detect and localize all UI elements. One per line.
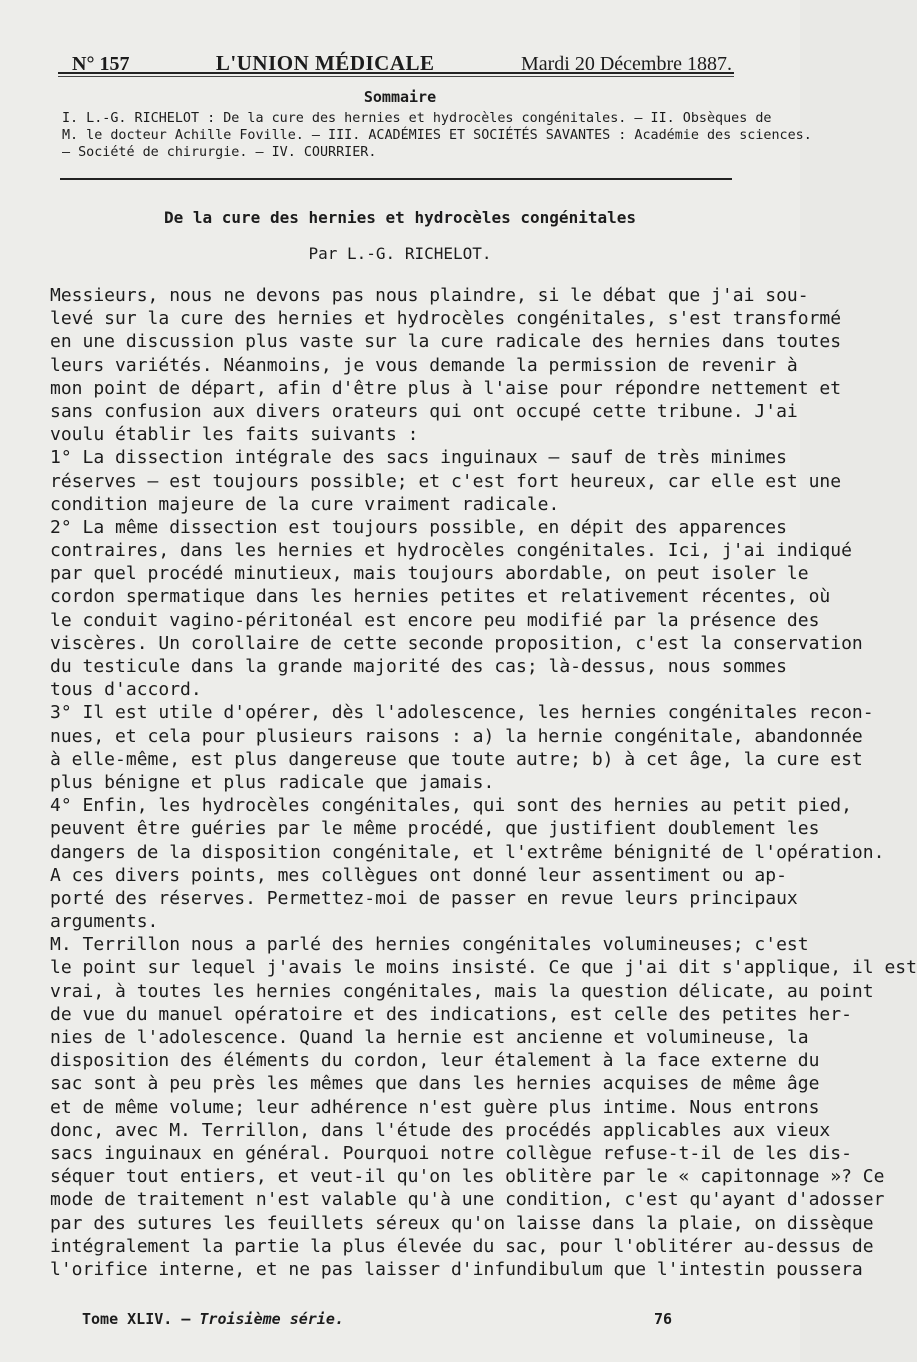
article-body (50, 284, 917, 1281)
body-line: et de même volume; leur adhérence n'est guère plus intime. Nous entrons (50, 1096, 820, 1118)
body-line: leurs variétés. Néanmoins, je vous demande la permission de revenir à (50, 354, 798, 376)
footer-tome (82, 1310, 344, 1328)
sommaire-line: — Société de chirurgie. — IV. COURRIER. (62, 145, 377, 160)
body-line: mon point de départ, afin d'être plus à l'aise pour répondre nettement et (50, 377, 842, 399)
body-line: M. Terrillon nous a parlé des hernies congénitales volumineuses; c'est (50, 934, 809, 956)
page-number: 76 (653, 1310, 672, 1328)
series-label: Troisième série. (199, 1310, 344, 1328)
page-header (72, 36, 732, 76)
body-line: sans confusion aux divers orateurs qui ont occupé cette tribune. J'ai (50, 400, 798, 422)
body-line: 3° Il est utile d'opérer, dès l'adolescence, les hernies congénitales recon- (50, 702, 874, 724)
body-line: le point sur lequel j'avais le moins insisté. Ce que j'ai dit s'applique, il est (50, 957, 917, 979)
body-line: dangers de la disposition congénitale, et l'extrême bénignité de l'opération. (50, 841, 885, 863)
body-line: nues, et cela pour plusieurs raisons : a) la hernie congénitale, abandonnée (50, 725, 863, 747)
body-line: 2° La même dissection est toujours possible, en dépit des apparences (50, 516, 787, 538)
sommaire-line: M. le docteur Achille Foville. — III. ACADÉMIES ET SOCIÉTÉS SAVANTES : Académie des sciences. (62, 128, 812, 143)
tome-label: Tome XLIV. — (82, 1310, 191, 1328)
issue-number: N° 157 (72, 53, 130, 75)
body-line: réserves — est toujours possible; et c'est fort heureux, car elle est une (50, 470, 842, 492)
body-line: 1° La dissection intégrale des sacs inguinaux — sauf de très minimes (50, 447, 787, 469)
body-line: tous d'accord. (50, 679, 202, 701)
body-line: peuvent être guéries par le même procédé, que justifient doublement les (50, 818, 820, 840)
body-line: cordon spermatique dans les hernies petites et relativement récentes, où (50, 586, 831, 608)
body-line: le conduit vagino-péritonéal est encore peu modifié par la présence des (50, 609, 820, 631)
body-line: sacs inguinaux en général. Pourquoi notre collègue refuse-t-il de les dis- (50, 1142, 852, 1164)
body-line: nies de l'adolescence. Quand la hernie est ancienne et volumineuse, la (50, 1027, 809, 1048)
body-line: à elle-même, est plus dangereuse que toute autre; b) à cet âge, la cure est (50, 748, 863, 770)
body-line: A ces divers points, mes collègues ont donné leur assentiment ou ap- (50, 864, 787, 886)
body-line: levé sur la cure des hernies et hydrocèles congénitales, s'est transformé (50, 308, 842, 330)
body-line: Messieurs, nous ne devons pas nous plaindre, si le débat que j'ai sou- (50, 285, 809, 306)
body-line: de vue du manuel opératoire et des indications, est celle des petites her- (50, 1003, 852, 1025)
section-rule (60, 178, 732, 180)
body-line: 4° Enfin, les hydrocèles congénitales, qui sont des hernies au petit pied, (50, 795, 852, 817)
header-rule (58, 72, 734, 74)
body-line: du testicule dans la grande majorité des cas; là-dessus, nous sommes (50, 656, 787, 677)
body-line: contraires, dans les hernies et hydrocèles congénitales. Ici, j'ai indiqué (50, 540, 852, 562)
body-line: donc, avec M. Terrillon, dans l'étude des procédés applicables aux vieux (50, 1119, 831, 1141)
body-line: sac sont à peu près les mêmes que dans les hernies acquises de même âge (50, 1073, 820, 1095)
body-line: disposition des éléments du cordon, leur étalement à la face externe du (50, 1050, 820, 1072)
body-line: intégralement la partie la plus élevée du sac, pour l'oblitérer au-dessus de (50, 1235, 874, 1257)
body-line: voulu établir les faits suivants : (50, 424, 419, 446)
body-line: condition majeure de la cure vraiment radicale. (50, 493, 560, 515)
body-line: viscères. Un corollaire de cette seconde proposition, c'est la conservation (50, 632, 863, 654)
article-author: Par L.-G. RICHELOT. (308, 244, 492, 263)
body-line: par des sutures les feuillets séreux qu'on laisse dans la plaie, on dissèque (50, 1212, 874, 1234)
body-line: plus bénigne et plus radicale que jamais. (50, 771, 495, 793)
body-line: l'orifice interne, et ne pas laisser d'infundibulum que l'intestin poussera (50, 1258, 863, 1280)
body-line: séquer tout entiers, et veut-il qu'on les oblitère par le « capitonnage »? Ce (50, 1166, 885, 1188)
sommaire-line: I. L.-G. RICHELOT : De la cure des hernies et hydrocèles congénitales. — II. Obsèques de (62, 111, 772, 126)
journal-title: L'UNION MÉDICALE (215, 51, 435, 75)
sommaire-heading: Sommaire (363, 88, 437, 106)
body-line: en une discussion plus vaste sur la cure radicale des hernies dans toutes (50, 331, 842, 353)
body-line: arguments. (50, 911, 159, 933)
body-line: vrai, à toutes les hernies congénitales, mais la question délicate, au point (50, 980, 874, 1002)
header-rule-thin (58, 76, 734, 77)
sommaire-contents (62, 110, 812, 161)
article-title: De la cure des hernies et hydrocèles congénitales (163, 208, 636, 227)
page-footer (82, 1310, 672, 1328)
body-line: par quel procédé minutieux, mais toujours abordable, on peut isoler le (50, 563, 809, 585)
body-line: porté des réserves. Permettez-moi de passer en revue leurs principaux (50, 887, 798, 909)
body-line: mode de traitement n'est valable qu'à une condition, c'est qu'ayant d'adosser (50, 1189, 885, 1211)
issue-date: Mardi 20 Décembre 1887. (520, 53, 732, 75)
